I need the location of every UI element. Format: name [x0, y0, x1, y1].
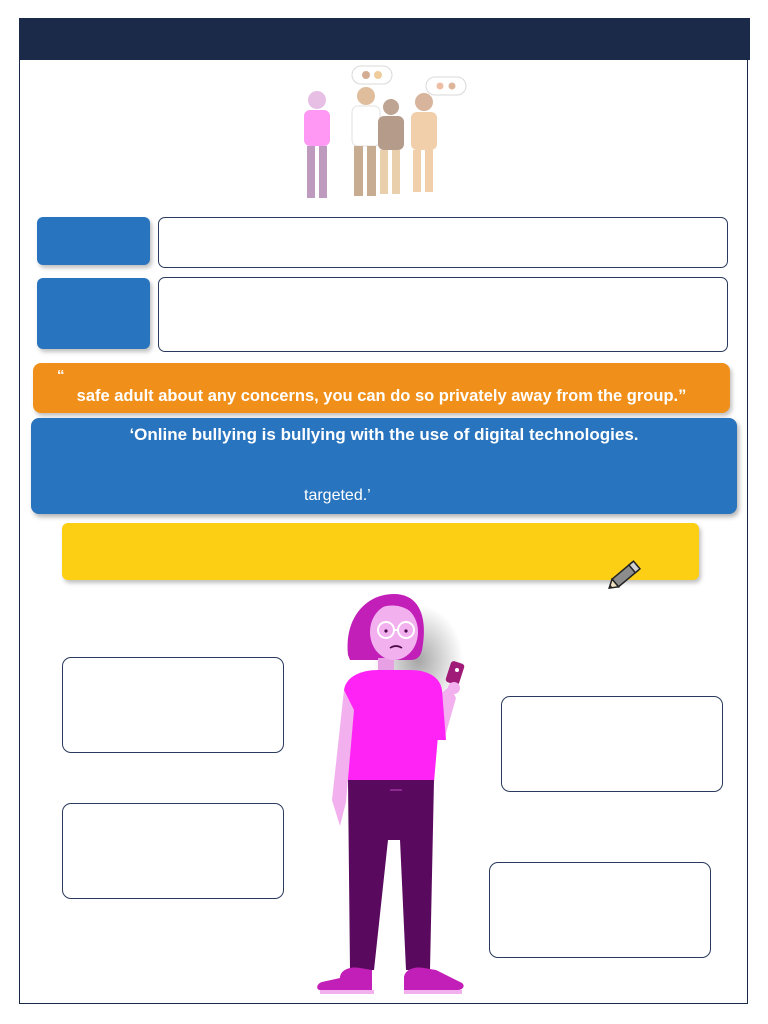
orange-quote-text: safe adult about any concerns, you can do so privately away from the group.” [76, 387, 687, 405]
open-quote-mark: “ [57, 367, 65, 384]
label-tab-2 [37, 278, 150, 349]
answer-box-right-top[interactable] [501, 696, 723, 792]
people-group-illustration [290, 62, 480, 210]
definition-panel [31, 418, 737, 514]
answer-box-right-bottom[interactable] [489, 862, 711, 958]
label-tab-1 [37, 217, 150, 265]
girl-with-phone-illustration [310, 590, 480, 1005]
definition-tail: targeted.’ [304, 487, 371, 504]
pencil-icon [604, 554, 648, 594]
answer-box-left-bottom[interactable] [62, 803, 284, 899]
answer-box-left-top[interactable] [62, 657, 284, 753]
orange-quote-box [33, 363, 730, 413]
answer-box-1[interactable] [158, 217, 728, 268]
definition-title: ‘Online bullying is bullying with the use of digital technologies. [129, 425, 639, 444]
answer-box-2[interactable] [158, 277, 728, 352]
header-bar [19, 18, 750, 60]
